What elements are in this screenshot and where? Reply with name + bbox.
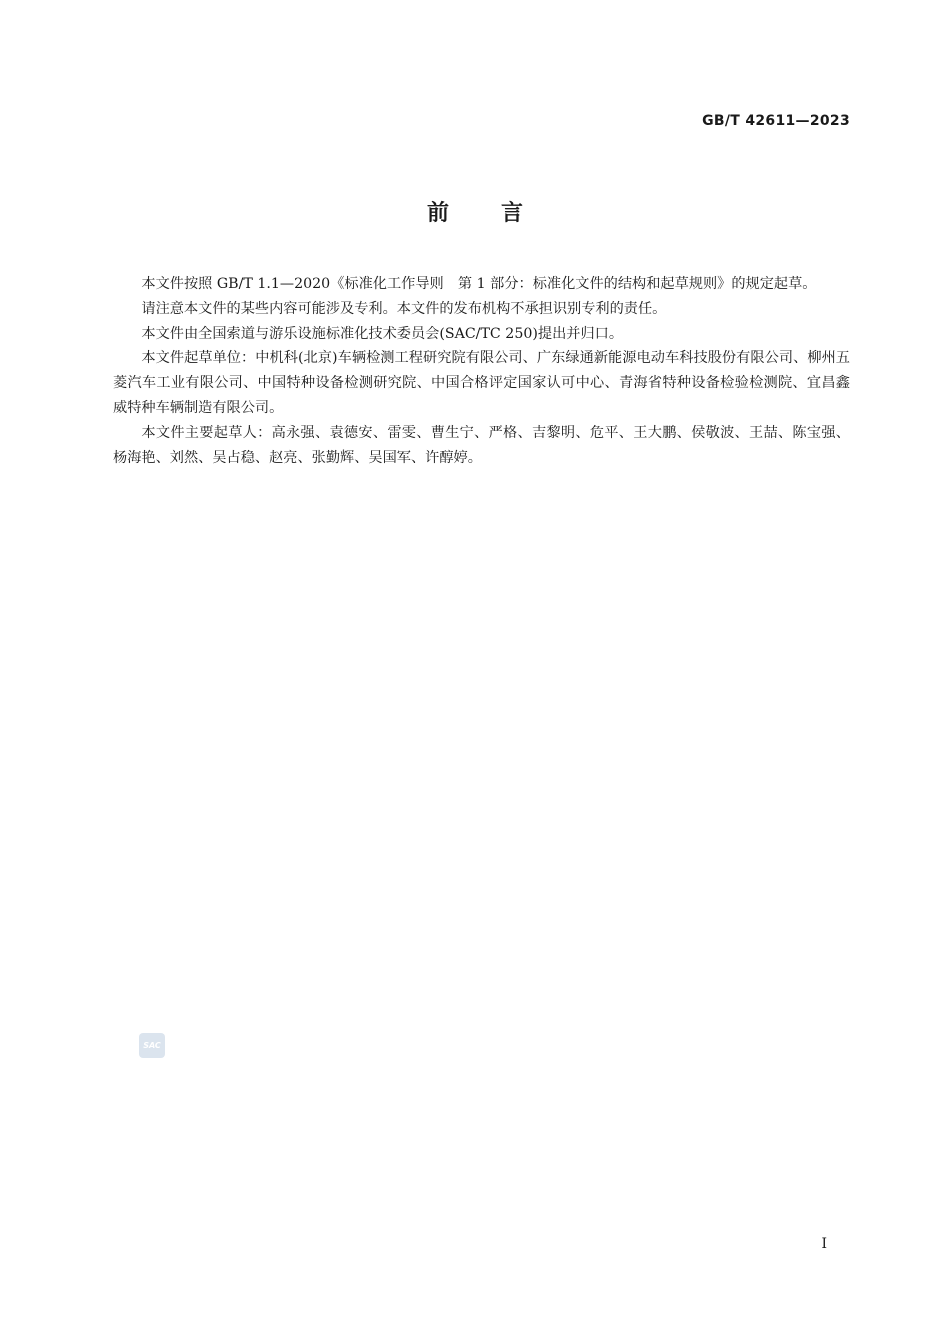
paragraph-patent-notice: 请注意本文件的某些内容可能涉及专利。本文件的发布机构不承担识别专利的责任。 (141, 300, 667, 317)
sac-watermark-logo: SAC (139, 1033, 165, 1058)
preface-body (113, 272, 850, 470)
paragraph-drafting-units: 本文件起草单位：中机科(北京)车辆检测工程研究院有限公司、广东绿通新能源电动车科技股份有限公司、柳州五菱汽车工业有限公司、中国特种设备检测研究院、中国合格评定国家认可中心、青海省特种设备检验检测院、宜昌鑫威特种车辆制造有限公司。 (113, 350, 850, 416)
paragraph-drafting-rules: 本文件按照 GB/T 1.1—2020《标准化工作导则 第 1 部分：标准化文件的结构和起草规则》的规定起草。 (141, 276, 817, 292)
page-title: 前言 (426, 201, 575, 226)
paragraph-proposer: 本文件由全国索道与游乐设施标准化技术委员会(SAC/TC 250)提出并归口。 (141, 325, 624, 342)
page-number: I (821, 1236, 827, 1252)
paragraph-main-drafters: 本文件主要起草人：高永强、袁德安、雷雯、曹生宁、严格、吉黎明、危平、王大鹏、侯敬波、王喆、陈宝强、杨海艳、刘然、吴占稳、赵亮、张勤辉、吴国军、许醇婷。 (113, 424, 850, 466)
standard-number: GB/T 42611—2023 (702, 113, 850, 129)
